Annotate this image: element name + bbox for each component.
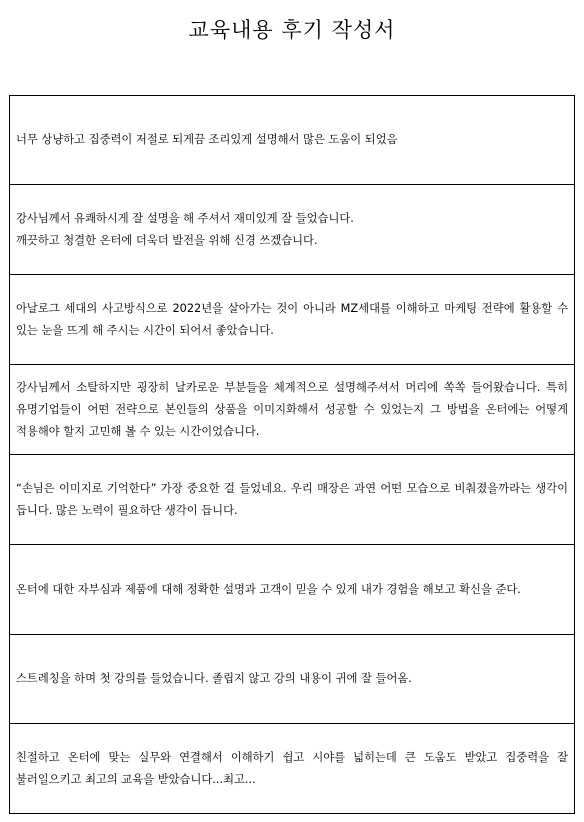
review-text: “손님은 이미지로 기억한다” 가장 중요한 걸 들었네요. 우리 매장은 과연 어떤 모습으로 비춰졌을까라는 생각이 듭니다. 많은 노력이 필요하단 생각이 듭니다. — [16, 481, 568, 517]
review-cell-7 — [10, 635, 575, 724]
review-text: 친절하고 온터에 맞는 실무와 연결해서 이해하기 쉽고 시야를 넓히는데 큰 도움도 받았고 집중력을 잘 불러일으키고 최고의 교육을 받았습니다...최고... — [16, 750, 568, 786]
review-table — [9, 95, 575, 814]
review-cell-2 — [10, 185, 575, 275]
review-text: 너무 상냥하고 집중력이 저절로 되게끔 조리있게 설명해서 많은 도움이 되었음 — [16, 133, 398, 146]
review-cell-6 — [10, 545, 575, 635]
review-cell-5 — [10, 455, 575, 545]
review-text: 아날로그 세대의 사고방식으로 2022년을 살아가는 것이 아니라 MZ세대를 이해하고 마케팅 전략에 활용할 수 있는 눈을 뜨게 해 주시는 시간이 되어서 좋았습니다. — [16, 301, 568, 337]
review-cell-1 — [10, 96, 575, 185]
table-row — [10, 545, 575, 635]
review-text: 강사님께서 소탈하지만 굉장히 날카로운 부분들을 체계적으로 설명해주셔서 머리에 쏙쏙 들어왔습니다. 특히 유명기업들이 어떤 전략으로 본인들의 상품을 이미지화해서 성공할 수 있었는지 그 방법을 온터에는 어떻게 적용해야 할지 고민해 볼 수 있는 시간이었습니다. — [16, 380, 568, 438]
table-row — [10, 724, 575, 814]
review-cell-8 — [10, 724, 575, 814]
table-row — [10, 365, 575, 455]
table-row — [10, 96, 575, 185]
table-row — [10, 185, 575, 275]
review-text: 온터에 대한 자부심과 제품에 대해 정확한 설명과 고객이 믿을 수 있게 내가 경험을 해보고 확신을 준다. — [16, 582, 521, 596]
review-text: 깨끗하고 청결한 온터에 더욱더 발전을 위해 신경 쓰겠습니다. — [16, 233, 318, 247]
table-row — [10, 635, 575, 724]
review-text: 스트레칭을 하며 첫 강의를 들었습니다. 졸립지 않고 강의 내용이 귀에 잘 들어옴. — [16, 672, 412, 685]
table-row — [10, 275, 575, 365]
review-text: 강사님께서 유쾌하시게 잘 설명을 해 주셔서 재미있게 잘 들었습니다. — [16, 211, 354, 225]
review-cell-3 — [10, 275, 575, 365]
review-cell-4 — [10, 365, 575, 455]
document-title: 교육내용 후기 작성서 — [188, 18, 396, 42]
table-row — [10, 455, 575, 545]
